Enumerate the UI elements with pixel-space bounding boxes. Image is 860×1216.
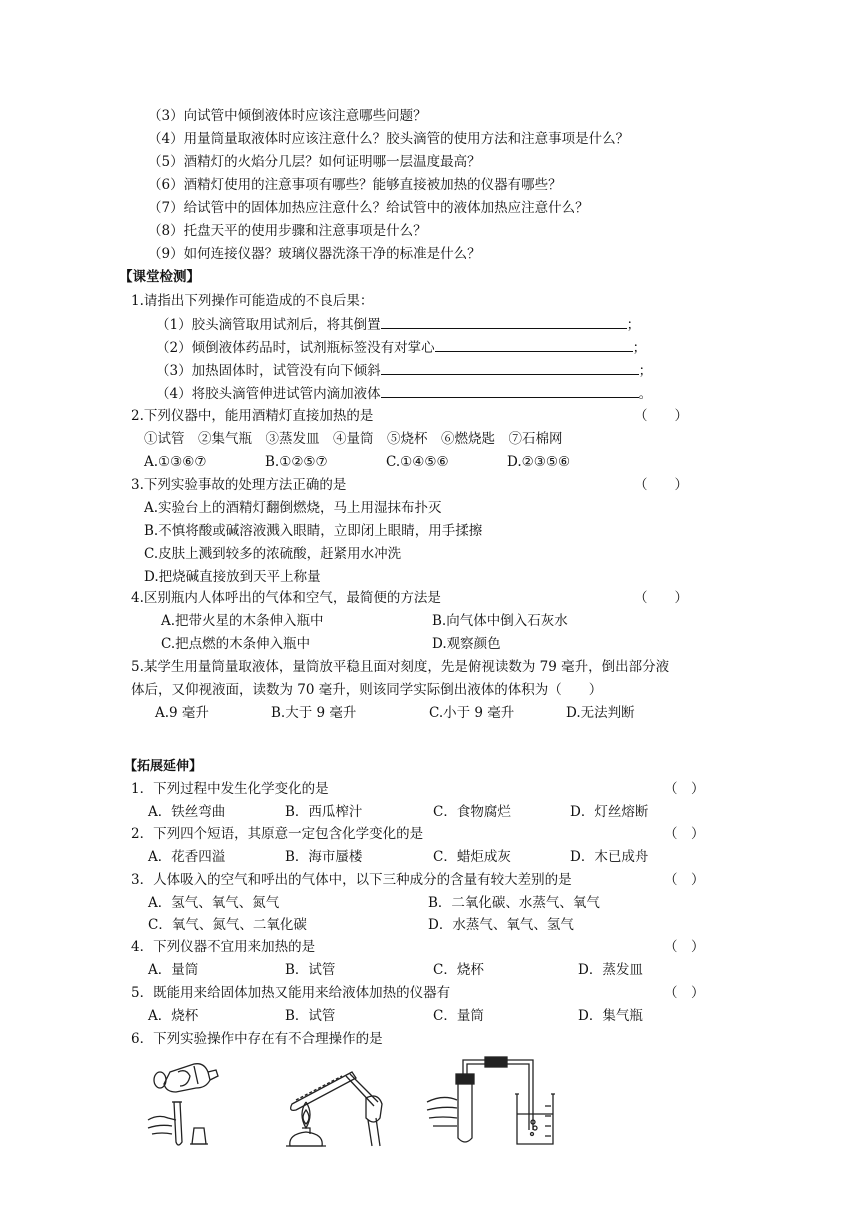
q1-item: （2）倾倒液体药品时，试剂瓶标签没有对掌心 ； [156, 340, 647, 356]
section-heading-check: 【课堂检测】 [119, 269, 200, 285]
review-question: （9）如何连接仪器？玻璃仪器洗涤干净的标准是什么？ [148, 246, 481, 262]
answer-paren[interactable]: （ ） [664, 781, 705, 797]
ext-q-stem: 2．下列四个短语，其原意一定包含化学变化的是 [131, 826, 424, 842]
option: A．铁丝弯曲 [148, 804, 226, 820]
q5-line: 5.某学生用量筒量取液体，量筒放平稳且面对刻度，先是俯视读数为 79 毫升，倒出部分液 [131, 659, 670, 675]
answer-blank[interactable] [381, 315, 627, 329]
option: D.无法判断 [566, 705, 635, 721]
q2-stem: 2.下列仪器中，能用酒精灯直接加热的是 [131, 408, 374, 424]
ext-q-stem: 4．下列仪器不宜用来加热的是 [131, 939, 316, 955]
option: B.向气体中倒入石灰水 [432, 613, 568, 629]
option: A．氢气、氧气、氮气 [148, 895, 280, 911]
review-question: （6）酒精灯使用的注意事项有哪些？能够直接被加热的仪器有哪些？ [148, 177, 562, 193]
option: C．食物腐烂 [433, 804, 511, 820]
option: B．试管 [285, 962, 336, 978]
option: D．灯丝熔断 [570, 804, 649, 820]
option: C．氧气、氮气、二氧化碳 [148, 917, 307, 933]
answer-paren[interactable]: （ ） [664, 939, 705, 955]
q1-item: （4）将胶头滴管伸进试管内滴加液体 。 [156, 386, 653, 402]
answer-paren[interactable]: （ ） [634, 590, 688, 606]
ext-q-stem: 5．既能用来给固体加热又能用来给液体加热的仪器有 [131, 985, 451, 1001]
answer-paren[interactable]: （ ） [634, 477, 688, 493]
answer-blank[interactable] [435, 338, 633, 352]
option: B．西瓜榨汁 [285, 804, 363, 820]
answer-paren[interactable]: （ ） [664, 985, 705, 1001]
option: C.皮肤上溅到较多的浓硫酸，赶紧用水冲洗 [144, 546, 402, 562]
pouring-liquid-illustration [142, 1058, 232, 1148]
option: B.不慎将酸或碱溶液溅入眼睛，立即闭上眼睛，用手揉擦 [144, 523, 483, 539]
option: A．花香四溢 [148, 849, 226, 865]
q2-items: ①试管 ②集气瓶 ③蒸发皿 ④量筒 ⑤烧杯 ⑥燃烧匙 ⑦石棉网 [144, 431, 563, 447]
option: C．烧杯 [433, 962, 484, 978]
gas-tightness-check-illustration [425, 1050, 560, 1150]
option: D．水蒸气、氧气、氢气 [428, 917, 574, 933]
q3-stem: 3.下列实验事故的处理方法正确的是 [131, 477, 347, 493]
ext-q-stem: 6．下列实验操作中存在有不合理操作的是 [131, 1031, 383, 1047]
q1-stem: 1.请指出下列操作可能造成的不良后果： [131, 293, 374, 309]
answer-blank[interactable] [381, 361, 639, 375]
option: A.9 毫升 [155, 705, 209, 721]
option: D．蒸发皿 [578, 962, 643, 978]
review-question: （3）向试管中倾倒液体时应该注意哪些问题？ [148, 108, 427, 124]
option: C．蜡炬成灰 [433, 849, 511, 865]
option: C．量筒 [433, 1008, 484, 1024]
option: D.②③⑤⑥ [507, 454, 571, 470]
q1-item: （3）加热固体时，试管没有向下倾斜 ； [156, 363, 653, 379]
option: B．海市蜃楼 [285, 849, 363, 865]
section-heading-extend: 【拓展延伸】 [124, 759, 203, 774]
answer-paren[interactable]: （ ） [664, 826, 705, 842]
option: A．量筒 [148, 962, 199, 978]
option: B．试管 [285, 1008, 336, 1024]
option: D.观察颜色 [432, 636, 501, 652]
heating-test-tube-illustration [282, 1054, 397, 1149]
review-question: （4）用量筒量取液体时应该注意什么？胶头滴管的使用方法和注意事项是什么？ [148, 131, 630, 147]
q1-item: （1）胶头滴管取用试剂后，将其倒置 ； [156, 317, 641, 333]
option: A．烧杯 [148, 1008, 199, 1024]
ext-q-stem: 1．下列过程中发生化学变化的是 [131, 781, 329, 797]
option: C.①④⑤⑥ [386, 454, 449, 470]
review-question: （5）酒精灯的火焰分几层？如何证明哪一层温度最高？ [148, 154, 481, 170]
option: B.大于 9 毫升 [271, 705, 357, 721]
option: D．木已成舟 [570, 849, 649, 865]
q4-stem: 4.区别瓶内人体呼出的气体和空气，最简便的方法是 [131, 590, 441, 606]
review-question: （7）给试管中的固体加热应注意什么？给试管中的液体加热应注意什么？ [148, 200, 589, 216]
option: A.①③⑥⑦ [144, 454, 207, 470]
q5-line: 体后，又仰视液面，读数为 70 毫升，则该同学实际倒出液体的体积为（ ） [131, 682, 603, 698]
ext-q-stem: 3．人体吸入的空气和呼出的气体中，以下三种成分的含量有较大差别的是 [131, 872, 572, 888]
answer-paren[interactable]: （ ） [664, 872, 705, 888]
option: A.实验台上的酒精灯翻倒燃烧，马上用湿抹布扑灭 [144, 500, 442, 516]
review-question: （8）托盘天平的使用步骤和注意事项是什么？ [148, 223, 427, 239]
answer-paren[interactable]: （ ） [634, 408, 688, 424]
option: C.把点燃的木条伸入瓶中 [161, 636, 311, 652]
option: B．二氧化碳、水蒸气、氧气 [428, 895, 600, 911]
option: C.小于 9 毫升 [429, 705, 515, 721]
option: D．集气瓶 [578, 1008, 643, 1024]
option: D.把烧碱直接放到天平上称量 [144, 569, 321, 585]
answer-blank[interactable] [381, 384, 639, 398]
option: A.把带火星的木条伸入瓶中 [161, 613, 324, 629]
option: B.①②⑤⑦ [265, 454, 328, 470]
